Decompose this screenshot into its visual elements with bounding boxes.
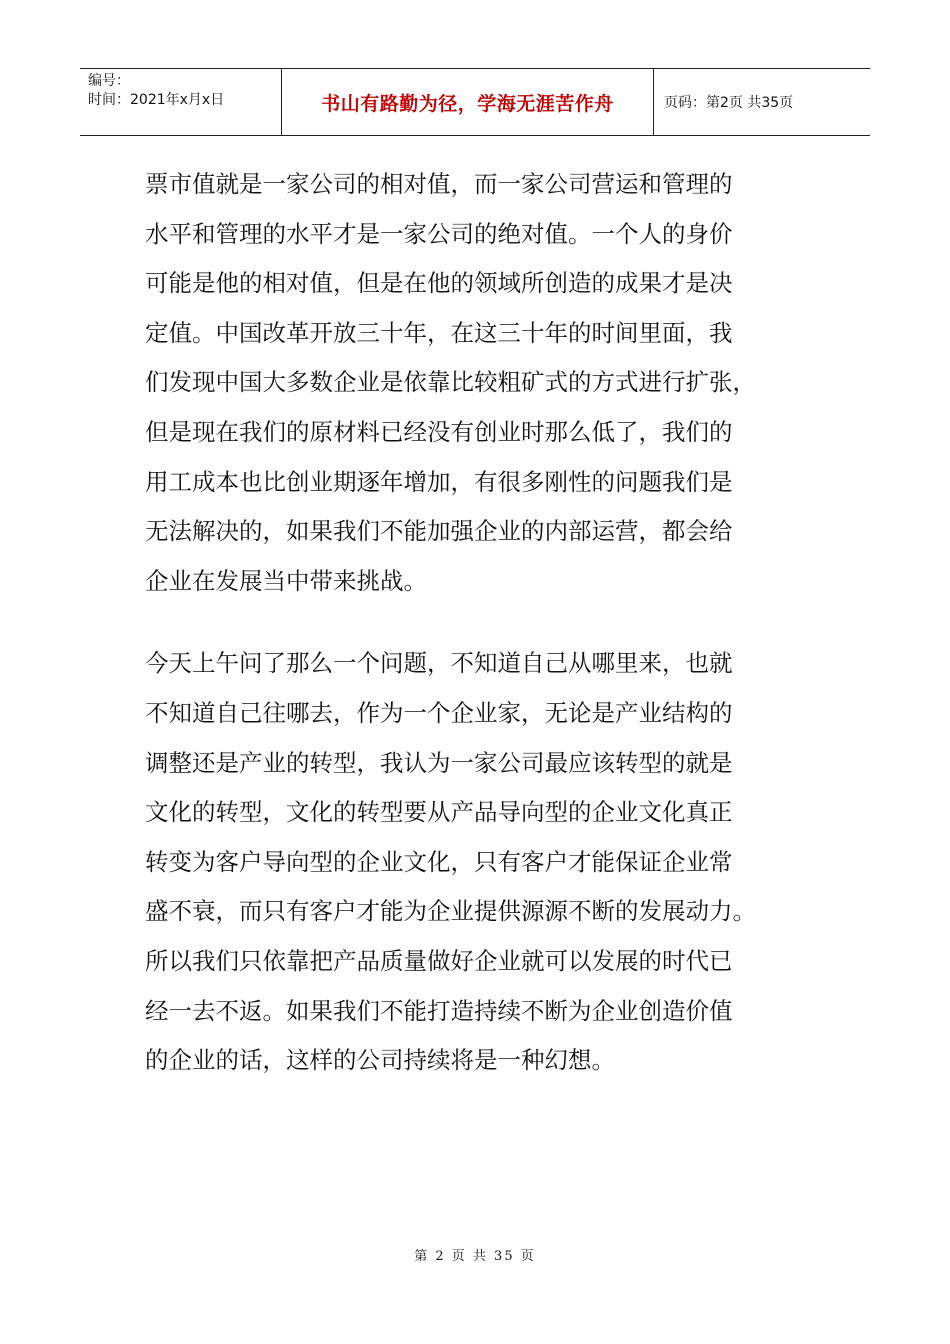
text-line: 但是现在我们的原材料已经没有创业时那么低了，我们的 bbox=[145, 417, 733, 446]
text-line: 用工成本也比创业期逐年增加，有很多刚性的问题我们是 bbox=[145, 467, 733, 496]
text-line: 的企业的话，这样的公司持续将是一种幻想。 bbox=[145, 1046, 615, 1075]
text-line: 定值。中国改革开放三十年，在这三十年的时间里面，我 bbox=[145, 318, 733, 347]
text-line: 不知道自己往哪去，作为一个企业家，无论是产业结构的 bbox=[145, 698, 733, 727]
header-motto: 书山有路勤为径，学海无涯苦作舟 bbox=[321, 92, 614, 115]
footer-page-number: 第 2 页 共 35 页 bbox=[414, 1249, 536, 1264]
header-motto-cell bbox=[282, 69, 654, 135]
text-line: 们发现中国大多数企业是依靠比较粗矿式的方式进行扩张， bbox=[145, 368, 756, 397]
paragraph-1 bbox=[145, 160, 795, 606]
header-page-code: 页码：第2页 共35页 bbox=[664, 95, 794, 111]
text-line: 转变为客户导向型的企业文化，只有客户才能保证企业常 bbox=[145, 847, 733, 876]
header-meta bbox=[80, 69, 282, 135]
text-line: 所以我们只依靠把产品质量做好企业就可以发展的时代已 bbox=[145, 946, 733, 975]
paragraph-2 bbox=[145, 639, 795, 1085]
time-label: 时间：2021年x月x日 bbox=[88, 92, 225, 108]
text-line: 无法解决的，如果我们不能加强企业的内部运营，都会给 bbox=[145, 517, 733, 546]
page-footer bbox=[0, 1245, 950, 1264]
text-line: 文化的转型，文化的转型要从产品导向型的企业文化真正 bbox=[145, 798, 733, 827]
text-line: 水平和管理的水平才是一家公司的绝对值。一个人的身价 bbox=[145, 219, 733, 248]
text-line: 今天上午问了那么一个问题，不知道自己从哪里来，也就 bbox=[145, 649, 733, 678]
header-page-cell bbox=[654, 69, 870, 135]
page-header bbox=[80, 68, 870, 136]
text-line: 调整还是产业的转型，我认为一家公司最应该转型的就是 bbox=[145, 748, 733, 777]
text-line: 企业在发展当中带来挑战。 bbox=[145, 566, 427, 595]
text-line: 盛不衰，而只有客户才能为企业提供源源不断的发展动力。 bbox=[145, 897, 756, 926]
text-line: 经一去不返。如果我们不能打造持续不断为企业创造价值 bbox=[145, 996, 733, 1025]
text-line: 票市值就是一家公司的相对值，而一家公司营运和管理的 bbox=[145, 170, 733, 198]
text-line: 可能是他的相对值，但是在他的领域所创造的成果才是决 bbox=[145, 269, 733, 298]
document-body bbox=[145, 160, 795, 1086]
serial-label: 编号： bbox=[88, 73, 130, 89]
